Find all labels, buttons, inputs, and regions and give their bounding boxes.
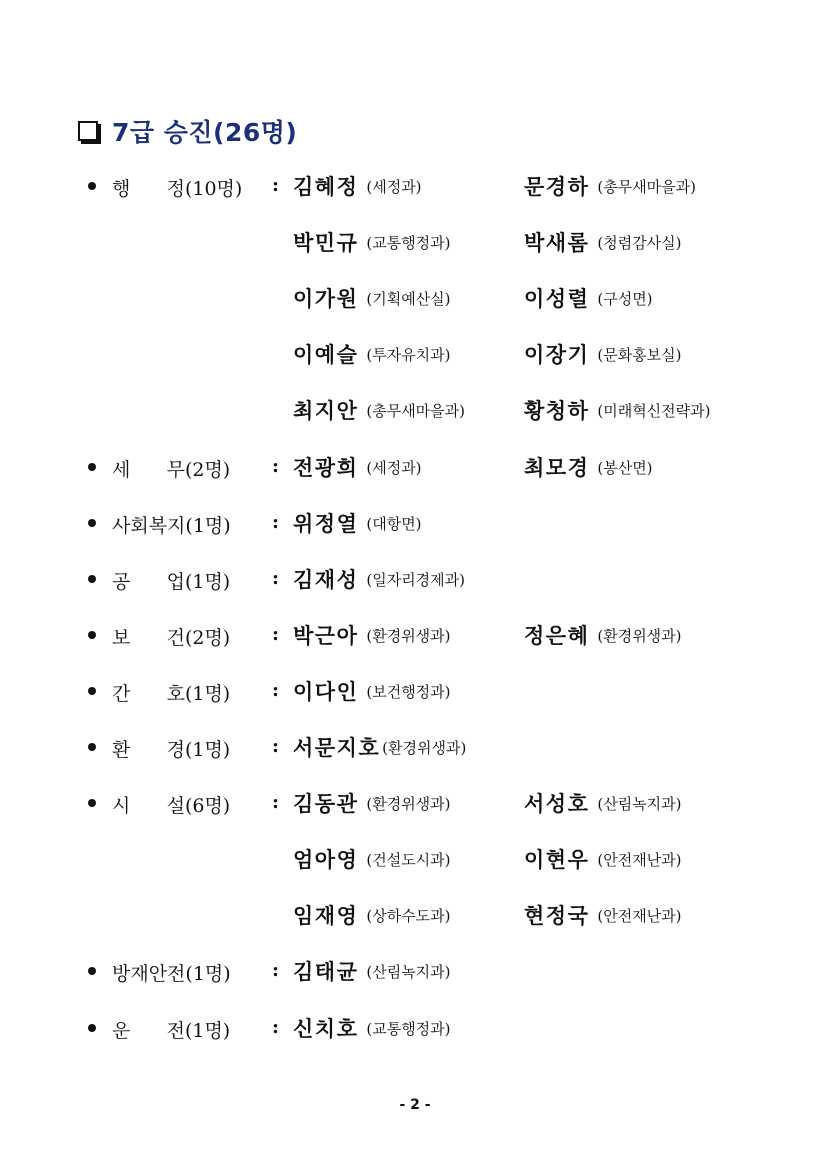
person-name: 위정열 xyxy=(293,511,359,536)
category-label xyxy=(112,959,272,986)
person-name: 김재성 xyxy=(293,567,359,592)
person-entry xyxy=(524,788,682,818)
colon-separator: : xyxy=(272,174,280,196)
person-entry xyxy=(524,395,711,425)
person-department: (건설도시과) xyxy=(366,850,451,869)
person-name: 임재영 xyxy=(293,903,359,928)
person-department: (환경위생과) xyxy=(366,626,451,645)
person-name: 김혜정 xyxy=(293,174,359,199)
category-name: 행 정 xyxy=(112,178,185,200)
list-item xyxy=(0,171,830,201)
person-department: (미래혁신전략과) xyxy=(597,401,711,420)
person-entry xyxy=(524,283,653,313)
person-name: 이현우 xyxy=(524,847,590,872)
category-label xyxy=(112,174,272,201)
person-entry xyxy=(293,395,465,425)
category-count: (1명) xyxy=(184,1020,231,1042)
colon-separator: : xyxy=(272,455,280,477)
section-heading xyxy=(78,113,297,149)
person-entry xyxy=(293,844,451,874)
person-department: (환경위생과) xyxy=(382,738,467,757)
category-count: (1명) xyxy=(184,739,231,761)
heading-title: 7급 승진(26명) xyxy=(112,118,298,147)
bullet-icon xyxy=(88,463,96,471)
bullet-icon xyxy=(88,631,96,639)
person-name: 서성호 xyxy=(524,791,590,816)
person-entry xyxy=(293,508,422,538)
category-name: 사회복지 xyxy=(112,515,186,537)
category-count: (1명) xyxy=(185,963,231,985)
category-name: 환 경 xyxy=(112,739,185,761)
colon-separator: : xyxy=(272,511,280,533)
person-department: (총무새마을과) xyxy=(366,401,466,420)
category-count: (2명) xyxy=(184,627,231,649)
person-entry xyxy=(293,452,422,482)
person-entry xyxy=(293,956,451,986)
person-entry xyxy=(293,171,422,201)
colon-separator: : xyxy=(272,959,280,981)
bullet-icon xyxy=(88,519,96,527)
person-department: (산림녹지과) xyxy=(366,962,451,981)
category-count: (6명) xyxy=(184,795,231,817)
person-name: 이가원 xyxy=(293,286,359,311)
list-item xyxy=(0,956,830,986)
list-item xyxy=(0,508,830,538)
list-item xyxy=(0,620,830,650)
list-item xyxy=(0,844,830,874)
category-count: (1명) xyxy=(184,571,231,593)
person-name: 서문지호 xyxy=(293,735,381,760)
bullet-icon xyxy=(88,575,96,583)
category-label xyxy=(112,511,272,538)
person-entry xyxy=(524,620,682,650)
person-entry xyxy=(524,452,653,482)
person-name: 전광희 xyxy=(293,455,359,480)
person-name: 엄아영 xyxy=(293,847,359,872)
bullet-icon xyxy=(88,967,96,975)
person-name: 김동관 xyxy=(293,791,359,816)
person-name: 최지안 xyxy=(293,398,359,423)
person-entry xyxy=(293,227,451,257)
list-item xyxy=(0,564,830,594)
person-entry xyxy=(524,900,682,930)
person-name: 이장기 xyxy=(524,342,590,367)
person-department: (환경위생과) xyxy=(366,794,451,813)
person-entry xyxy=(293,732,466,762)
list-item xyxy=(0,900,830,930)
category-name: 시 설 xyxy=(112,795,185,817)
list-item xyxy=(0,732,830,762)
person-department: (세정과) xyxy=(366,458,422,477)
person-entry xyxy=(293,339,451,369)
person-entry xyxy=(293,788,451,818)
person-entry xyxy=(293,1013,451,1043)
person-department: (기획예산실) xyxy=(366,289,451,308)
person-name: 이성렬 xyxy=(524,286,590,311)
person-name: 이다인 xyxy=(293,679,359,704)
colon-separator: : xyxy=(272,1016,280,1038)
bullet-icon xyxy=(88,1024,96,1032)
category-name: 간 호 xyxy=(112,683,185,705)
list-item xyxy=(0,452,830,482)
list-item xyxy=(0,339,830,369)
category-label xyxy=(112,735,272,762)
list-item xyxy=(0,788,830,818)
category-count: (1명) xyxy=(184,683,231,705)
person-department: (봉산면) xyxy=(597,458,653,477)
colon-separator: : xyxy=(272,791,280,813)
bullet-icon xyxy=(88,743,96,751)
category-label xyxy=(112,679,272,706)
person-name: 정은혜 xyxy=(524,623,590,648)
colon-separator: : xyxy=(272,679,280,701)
checkbox-icon xyxy=(78,121,98,141)
category-count: (1명) xyxy=(185,515,231,537)
person-department: (세정과) xyxy=(366,177,422,196)
person-department: (구성면) xyxy=(597,289,653,308)
person-department: (일자리경제과) xyxy=(366,570,466,589)
person-name: 이예슬 xyxy=(293,342,359,367)
person-department: (청렴감사실) xyxy=(597,233,682,252)
category-count: (10명) xyxy=(184,178,243,200)
category-label xyxy=(112,623,272,650)
person-name: 박근아 xyxy=(293,623,359,648)
person-name: 황청하 xyxy=(524,398,590,423)
bullet-icon xyxy=(88,687,96,695)
colon-separator: : xyxy=(272,567,280,589)
category-label xyxy=(112,791,272,818)
person-department: (교통행정과) xyxy=(366,1019,451,1038)
category-name: 공 업 xyxy=(112,571,185,593)
category-label xyxy=(112,1016,272,1043)
category-name: 세 무 xyxy=(112,459,185,481)
bullet-icon xyxy=(88,799,96,807)
category-label xyxy=(112,567,272,594)
person-name: 최모경 xyxy=(524,455,590,480)
person-entry xyxy=(293,900,451,930)
person-name: 박새롬 xyxy=(524,230,590,255)
person-department: (상하수도과) xyxy=(366,906,451,925)
person-entry xyxy=(524,171,696,201)
person-department: (보건행정과) xyxy=(366,682,451,701)
person-entry xyxy=(524,227,682,257)
person-name: 김태균 xyxy=(293,959,359,984)
person-entry xyxy=(293,283,451,313)
list-item xyxy=(0,395,830,425)
person-department: (문화홍보실) xyxy=(597,345,682,364)
category-name: 운 전 xyxy=(112,1020,185,1042)
list-item xyxy=(0,283,830,313)
colon-separator: : xyxy=(272,623,280,645)
person-entry xyxy=(293,564,465,594)
person-entry xyxy=(293,620,451,650)
category-name: 방재안전 xyxy=(112,963,186,985)
person-department: (안전재난과) xyxy=(597,906,682,925)
person-department: (교통행정과) xyxy=(366,233,451,252)
person-name: 박민규 xyxy=(293,230,359,255)
category-count: (2명) xyxy=(184,459,231,481)
list-item xyxy=(0,1013,830,1043)
list-item xyxy=(0,676,830,706)
list-item xyxy=(0,227,830,257)
person-entry xyxy=(524,339,682,369)
person-name: 문경하 xyxy=(524,174,590,199)
person-department: (투자유치과) xyxy=(366,345,451,364)
person-name: 신치호 xyxy=(293,1016,359,1041)
person-department: (안전재난과) xyxy=(597,850,682,869)
person-department: (총무새마을과) xyxy=(597,177,697,196)
person-department: (대항면) xyxy=(366,514,422,533)
colon-separator: : xyxy=(272,735,280,757)
person-department: (환경위생과) xyxy=(597,626,682,645)
category-name: 보 건 xyxy=(112,627,185,649)
person-name: 현정국 xyxy=(524,903,590,928)
person-entry xyxy=(524,844,682,874)
category-label xyxy=(112,455,272,482)
person-entry xyxy=(293,676,451,706)
bullet-icon xyxy=(88,182,96,190)
page-number: - 2 - xyxy=(399,1097,431,1113)
person-department: (산림녹지과) xyxy=(597,794,682,813)
